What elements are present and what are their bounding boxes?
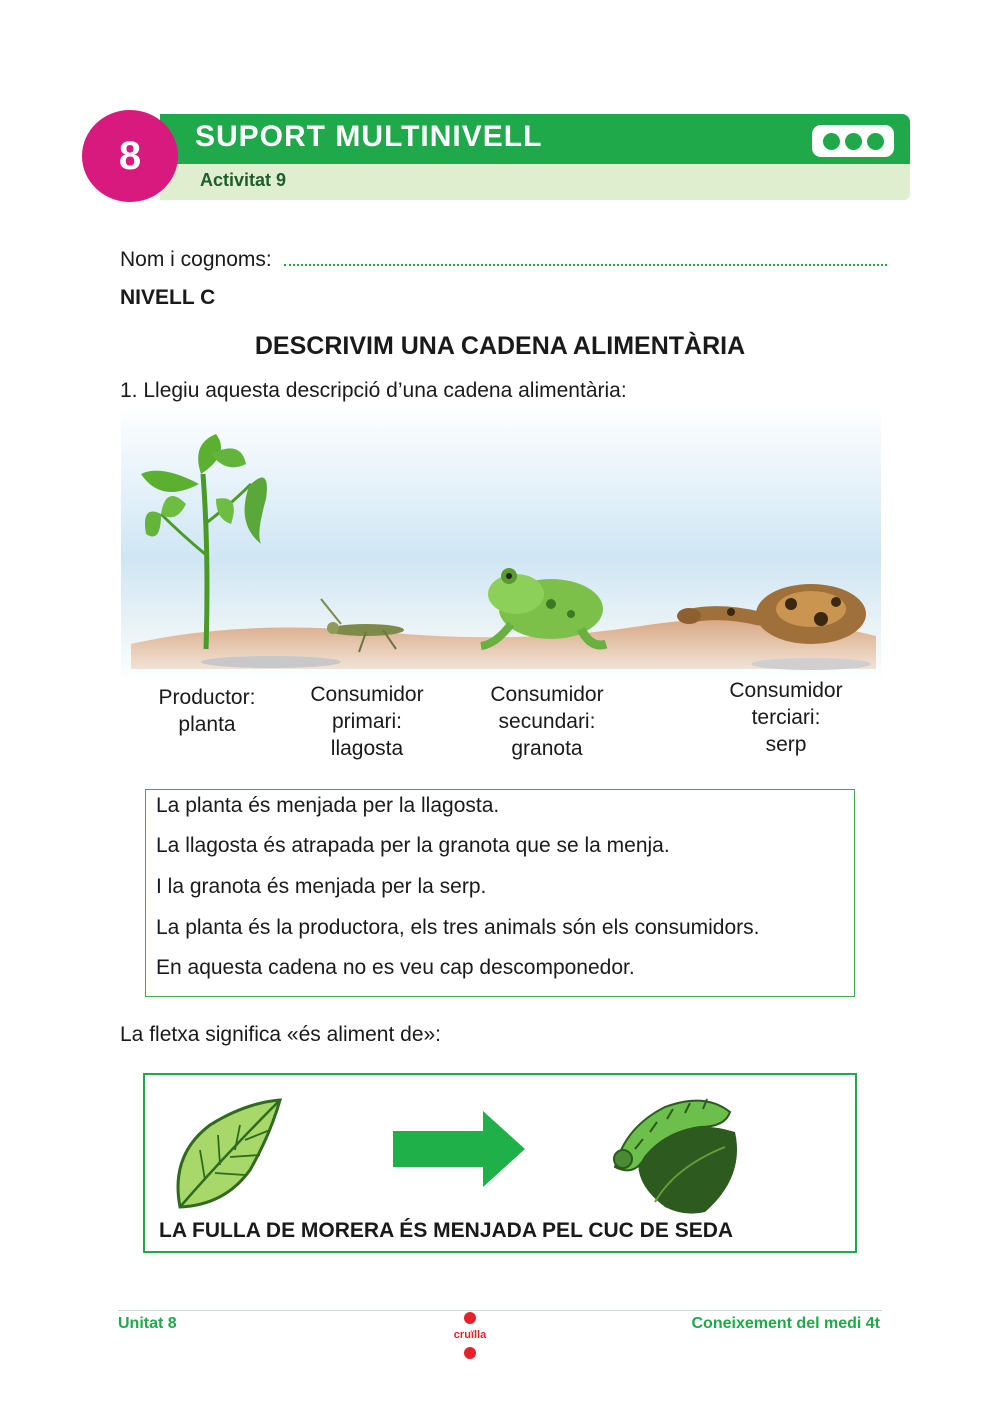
arrow-meaning-text: La fletxa significa «és aliment de»: xyxy=(120,1023,442,1046)
description-line: La llagosta és atrapada per la granota que se la menja. xyxy=(156,834,670,857)
level-dot xyxy=(845,133,862,150)
description-line: La planta és menjada per la llagosta. xyxy=(156,794,500,817)
level-dot xyxy=(823,133,840,150)
caption-tertiary-consumer: Consumidor terciari: serp xyxy=(729,679,843,756)
name-label: Nom i cognoms: xyxy=(120,248,272,271)
instruction-text: 1. Llegiu aquesta descripció d’una cadena alimentària: xyxy=(120,379,627,402)
example-box xyxy=(143,1073,857,1253)
logo-dot-bottom xyxy=(464,1347,476,1359)
level-indicator xyxy=(812,125,894,157)
activity-label: Activitat 9 xyxy=(200,170,287,190)
caption-producer: Productor: planta xyxy=(158,686,256,736)
level-dot xyxy=(867,133,884,150)
caption-secondary-consumer: Consumidor secundari: granota xyxy=(490,683,604,760)
description-box xyxy=(145,789,855,997)
description-line: En aquesta cadena no es veu cap descomponedor. xyxy=(156,956,635,979)
arrow-right-icon xyxy=(393,1111,528,1187)
header-title: SUPORT MULTINIVELL xyxy=(195,120,543,153)
footer-subject: Coneixement del medi 4t xyxy=(691,1315,880,1332)
example-caption: LA FULLA DE MORERA ÉS MENJADA PEL CUC DE SEDA xyxy=(159,1219,734,1242)
footer-divider xyxy=(118,1310,882,1311)
silkworm-icon xyxy=(605,1087,750,1217)
description-line: I la granota és menjada per la serp. xyxy=(156,875,487,898)
logo-dot-top xyxy=(464,1312,476,1324)
food-chain-illustration xyxy=(121,404,881,684)
description-line: La planta és la productora, els tres animals són els consumidors. xyxy=(156,916,760,939)
level-label: NIVELL C xyxy=(120,286,216,309)
name-dotted-line[interactable] xyxy=(284,250,887,266)
caption-primary-consumer: Consumidor primari: llagosta xyxy=(310,683,424,760)
unit-number-badge: 8 xyxy=(82,110,178,202)
page-title: DESCRIVIM UNA CADENA ALIMENTÀRIA xyxy=(254,332,746,360)
leaf-icon xyxy=(170,1095,285,1215)
footer-unit: Unitat 8 xyxy=(118,1315,177,1332)
name-field-row xyxy=(120,248,887,272)
publisher-logo: cruïlla xyxy=(440,1312,500,1362)
